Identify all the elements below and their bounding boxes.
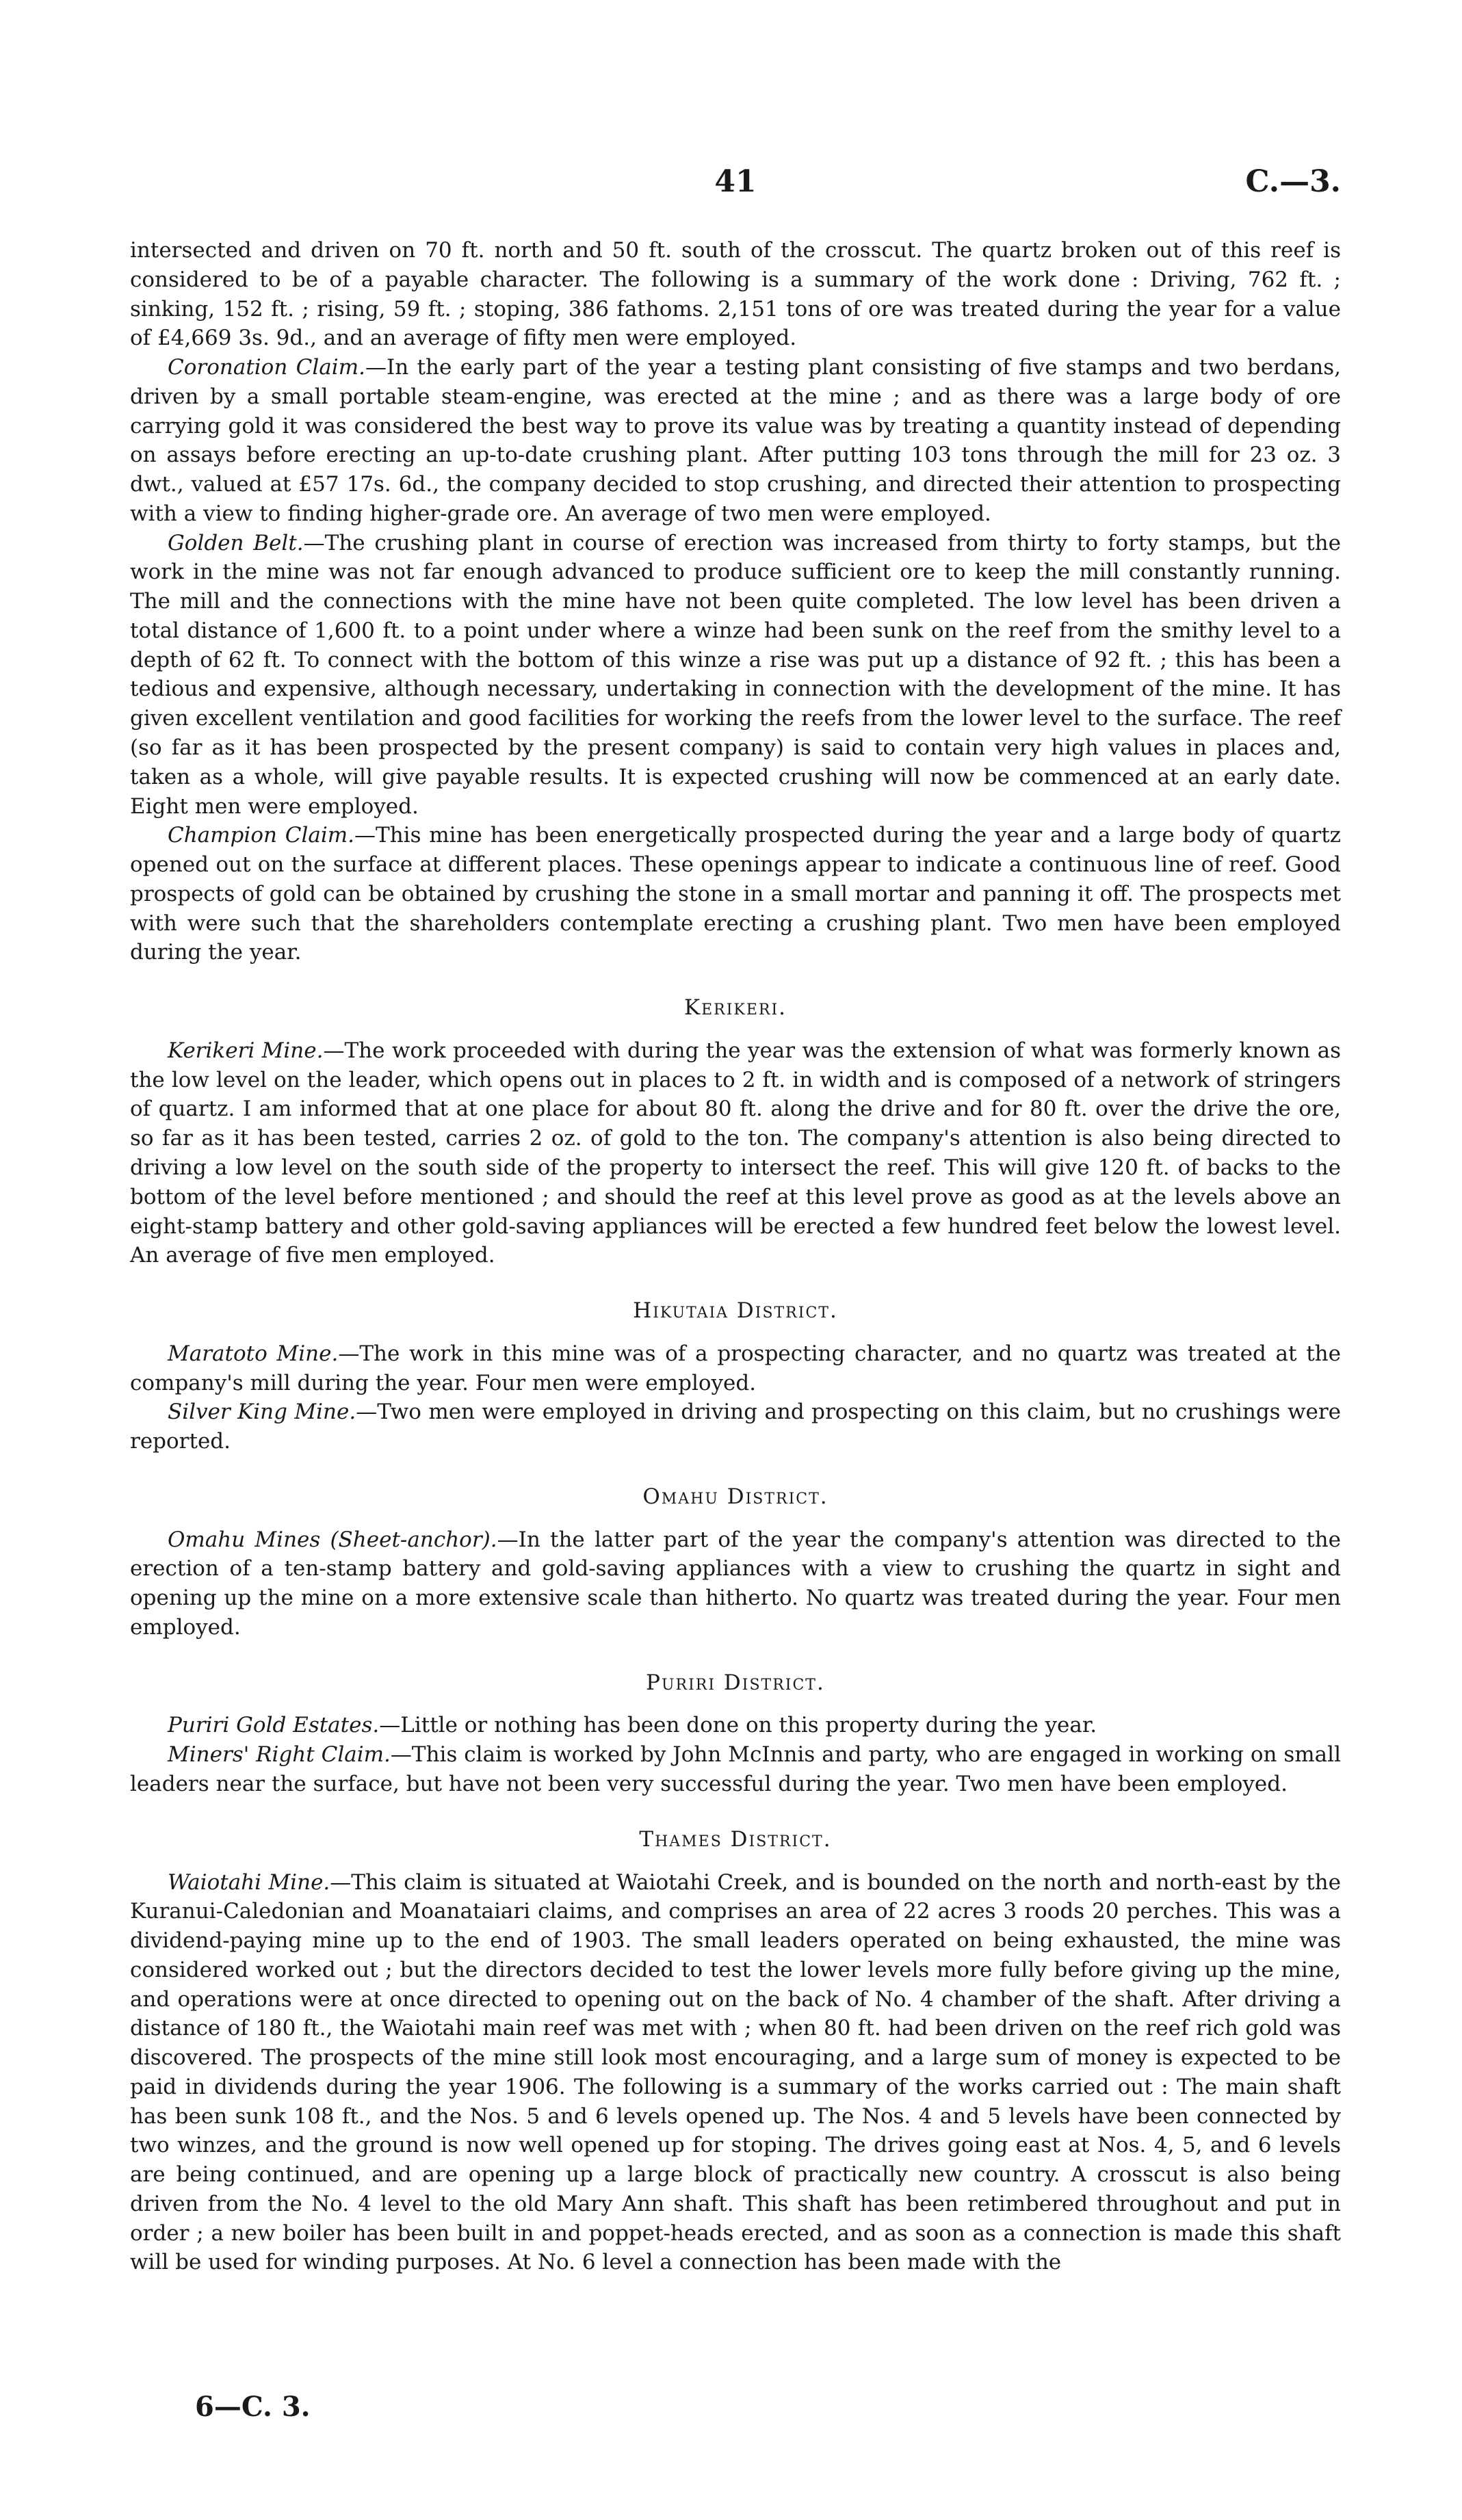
- paragraph: Silver King Mine.—Two men were employed in driving and prospecting on this claim, but no crushings were reported.: [130, 1400, 1342, 1454]
- paragraph: Miners' Right Claim.—This claim is worked by John McInnis and party, who are engaged in working on small leaders near the surface, but have not been very successful during the year. Two men have been employed.: [130, 1742, 1341, 1796]
- paragraph: Puriri Gold Estates.—Little or nothing has been done on this property during the year.: [168, 1713, 1097, 1738]
- claim-title: Coronation Claim.: [168, 355, 365, 380]
- claim-title: Silver King Mine.: [168, 1400, 356, 1425]
- claim-title: Omahu Mines (Sheet-anchor).: [168, 1527, 497, 1552]
- section-heading-hikutaia: Hikutaia District.: [633, 1298, 838, 1324]
- paragraph: intersected and driven on 70 ft. north and 50 ft. south of the crosscut. The quartz broken out of this reef is considered to be of a payable character. The following is a summary of the work done : Driving, 762 ft. ; sinking, 152 ft. ; rising, 59 ft. ; stoping, 386 fathoms. 2,151 tons of ore was treated during the year for a value of £4,669 3s. 9d., and an average of fifty men were employed.: [130, 238, 1341, 351]
- paragraph: Champion Claim.—This mine has been energetically prospected during the year and a large body of quartz opened out on the surface at different places. These openings appear to indicate a continuous line of reef. Good prospects of gold can be obtained by crushing the stone in a small mortar and panning it off. The prospects met with were such that the shareholders contemplate erecting a crushing plant. Two men have been employed during the year.: [130, 823, 1342, 965]
- page-signature: 6—C. 3.: [195, 2391, 311, 2423]
- section-heading-thames: Thames District.: [639, 1826, 832, 1852]
- paragraph: Maratoto Mine.—The work in this mine was of a prospecting character, and no quartz was treated at the company's mill during the year. Four men were employed.: [130, 1341, 1341, 1395]
- claim-title: Maratoto Mine.: [168, 1341, 339, 1366]
- page-number: 41: [714, 164, 757, 199]
- section-heading-omahu: Omahu District.: [642, 1484, 828, 1509]
- paragraph: Golden Belt.—The crushing plant in course of erection was increased from thirty to forty stamps, but the work in the mine was not far enough advanced to produce sufficient ore to keep the mill constantly running. The mill and the connections with the mine have not been quite completed. The low level has been driven a total distance of 1,600 ft. to a point under where a winze had been sunk on the reef from the smithy level to a depth of 62 ft. To connect with the bottom of this winze a rise was put up a distance of 92 ft. ; this has been a tedious and expensive, although necessary, undertaking in connection with the development of the mine. It has given excellent ventilation and good facilities for working the reefs from the lower level to the surface. The reef (so far as it has been prospected by the present company) is said to contain very high values in places and, taken as a whole, will give payable results. It is expected crushing will now be commenced at an early date. Eight men were employed.: [130, 530, 1341, 819]
- claim-title: Champion Claim.: [168, 823, 355, 848]
- section-heading-puriri: Puriri District.: [646, 1670, 825, 1695]
- document-body: [130, 236, 1341, 2277]
- report-code: C.—3.: [1245, 164, 1341, 199]
- claim-title: Kerikeri Mine.: [168, 1038, 324, 1063]
- paragraph: Coronation Claim.—In the early part of the year a testing plant consisting of five stamps and two berdans, driven by a small portable steam-engine, was erected at the mine ; and as there was a large body of ore carrying gold it was considered the best way to prove its value was by treating a quantity instead of depending on assays before erecting an up-to-date crushing plant. After putting 103 tons through the mill for 23 oz. 3 dwt., valued at £57 17s. 6d., the company decided to stop crushing, and directed their attention to prospecting with a view to finding higher-grade ore. An average of two men were employed.: [130, 355, 1341, 526]
- page-header: [130, 164, 1341, 212]
- section-heading-kerikeri: Kerikeri.: [683, 995, 787, 1021]
- paragraph: Kerikeri Mine.—The work proceeded with during the year was the extension of what was formerly known as the low level on the leader, which opens out in places to 2 ft. in width and is composed of a network of stringers of quartz. I am informed that at one place for about 80 ft. along the drive and for 80 ft. over the drive the ore, so far as it has been tested, carries 2 oz. of gold to the ton. The company's attention is also being directed to driving a low level on the south side of the property to intersect the reef. This will give 120 ft. of backs to the bottom of the level before mentioned ; and should the reef at this level prove as good as at the levels above an eight-stamp battery and other gold-saving appliances will be erected a few hundred feet below the lowest level. An average of five men employed.: [130, 1038, 1341, 1268]
- claim-title: Puriri Gold Estates.: [168, 1713, 380, 1738]
- paragraph: Waiotahi Mine.—This claim is situated at Waiotahi Creek, and is bounded on the north and north-east by the Kuranui-Caledonian and Moanataiari claims, and comprises an area of 22 acres 3 roods 20 perches. This was a dividend-paying mine up to the end of 1903. The small leaders operated on being exhausted, the mine was considered worked out ; but the directors decided to test the lower levels more fully before giving up the mine, and operations were at once directed to opening out on the back of No. 4 chamber of the shaft. After driving a distance of 180 ft., the Waiotahi main reef was met with ; when 80 ft. had been driven on the reef rich gold was discovered. The prospects of the mine still look most encouraging, and a large sum of money is expected to be paid in dividends during the year 1906. The following is a summary of the works carried out : The main shaft has been sunk 108 ft., and the Nos. 5 and 6 levels opened up. The Nos. 4 and 5 levels have been connected by two winzes, and the ground is now well opened up for stoping. The drives going east at Nos. 4, 5, and 6 levels are being continued, and are opening up a large block of practically new country. A crosscut is also being driven from the No. 4 level to the old Mary Ann shaft. This shaft has been retimbered throughout and put in order ; a new boiler has been built in and poppet-heads erected, and as soon as a connection is made this shaft will be used for winding purposes. At No. 6 level a connection has been made with the: [130, 1869, 1341, 2275]
- claim-title: Waiotahi Mine.: [168, 1869, 330, 1895]
- paragraph: Omahu Mines (Sheet-anchor).—In the latter part of the year the company's attention was directed to the erection of a ten-stamp battery and gold-saving appliances with a view to crushing the quartz in sight and opening up the mine on a more extensive scale than hitherto. No quartz was treated during the year. Four men employed.: [130, 1527, 1341, 1640]
- claim-title: Golden Belt.: [168, 530, 304, 555]
- claim-title: Miners' Right Claim.: [168, 1742, 391, 1768]
